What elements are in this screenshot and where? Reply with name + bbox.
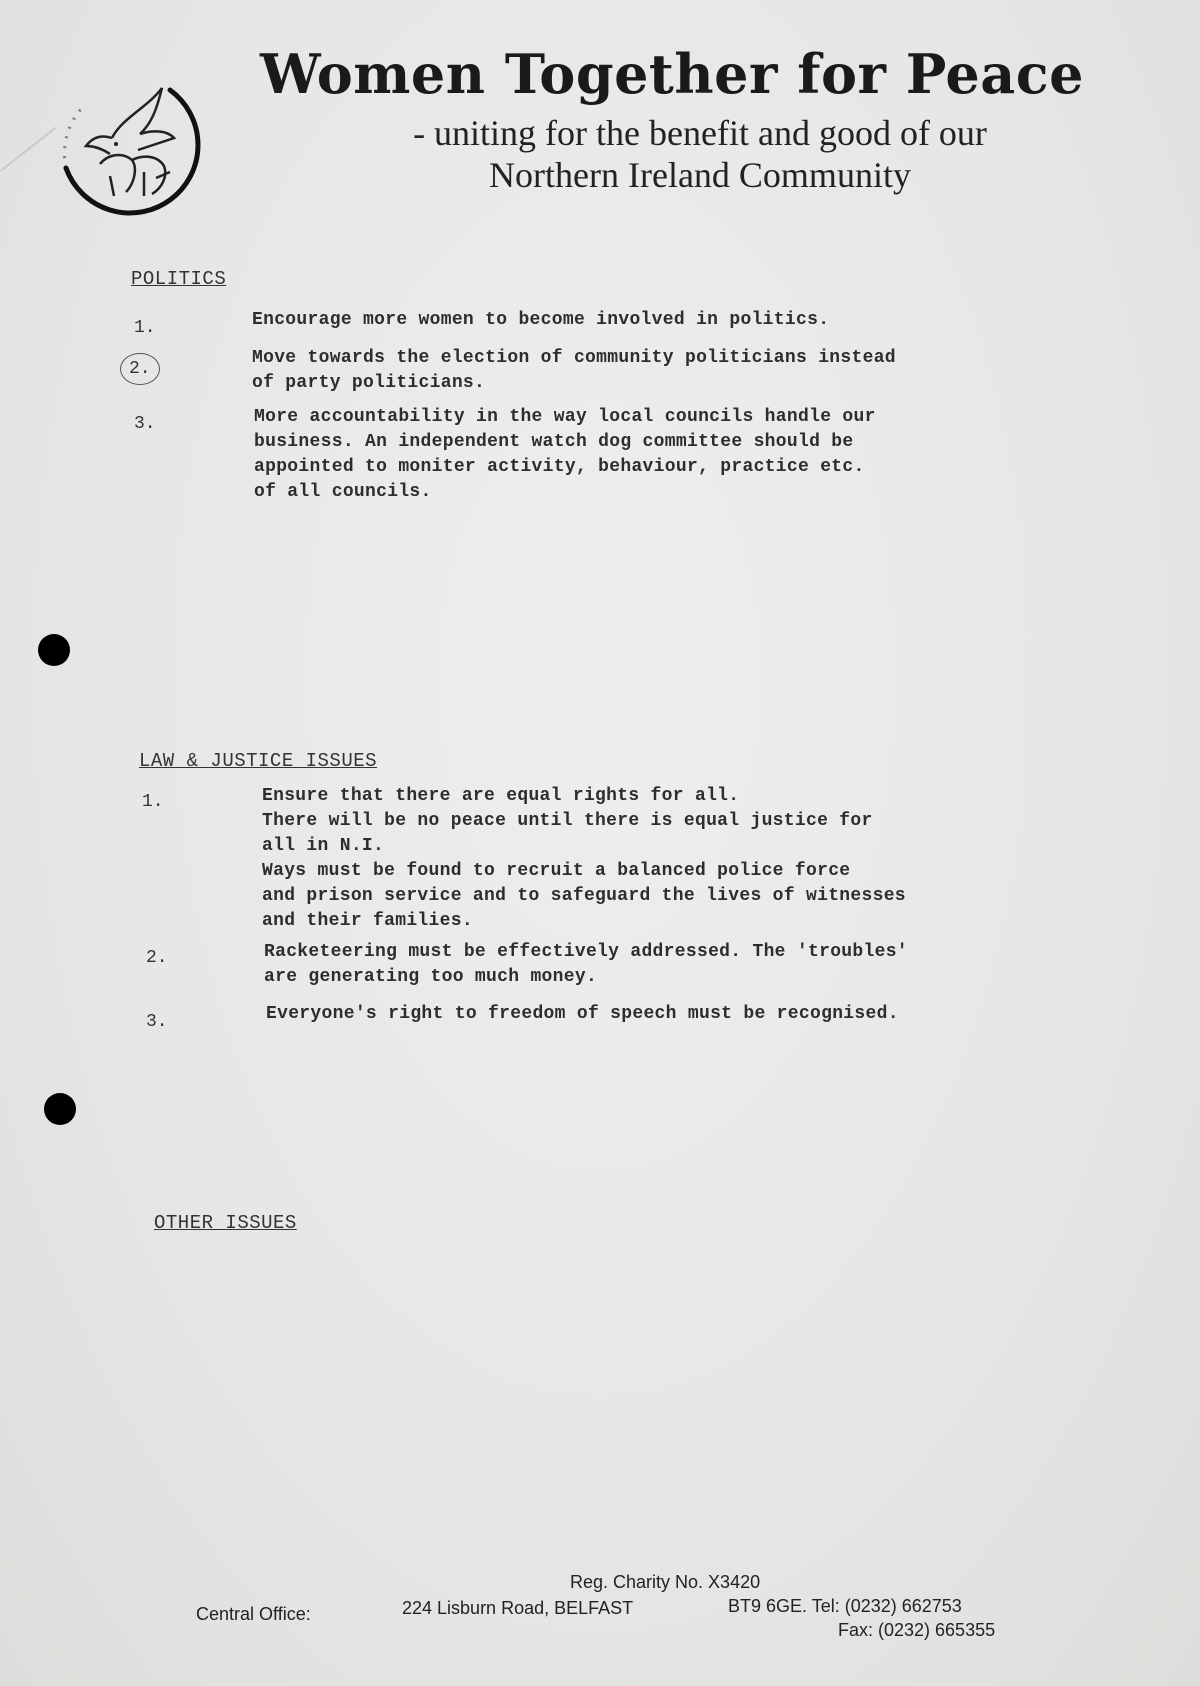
law-item-2-text: Racketeering must be effectively addressed. The 'troubles' are generating too much money. — [264, 942, 908, 987]
charity-number: Reg. Charity No. X3420 — [570, 1572, 761, 1592]
law-item-2-number: 2. — [146, 948, 168, 968]
politics-item-2-number-circled: 2. — [120, 353, 160, 385]
politics-item-2-text: Move towards the election of community politicians instead of party politicians. — [252, 348, 896, 393]
central-office-label: Central Office: — [196, 1604, 311, 1624]
law-item-1-number: 1. — [142, 792, 164, 812]
law-justice-heading: LAW & JUSTICE ISSUES — [139, 750, 378, 772]
subtitle-line-1: - uniting for the benefit and good of our — [413, 113, 987, 153]
postcode-telephone: BT9 6GE. Tel: (0232) 662753 — [728, 1596, 962, 1616]
office-address: 224 Lisburn Road, BELFAST — [402, 1598, 634, 1618]
politics-item-3-text: More accountability in the way local councils handle our business. An independent watch dog committee should be appointed to moniter activity, behaviour, practice etc. of all councils. — [254, 407, 876, 502]
law-item-1-text: Ensure that there are equal rights for all. There will be no peace until there is equal justice for all in N.I. Ways must be found to recruit a balanced police force and prison service and to safeguard the lives of witnesses and their families. — [262, 786, 906, 931]
other-issues-heading: OTHER ISSUES — [154, 1212, 297, 1234]
fax-number: Fax: (0232) 665355 — [838, 1620, 996, 1640]
subtitle-line-2: Northern Ireland Community — [489, 155, 911, 195]
law-item-3-text: Everyone's right to freedom of speech must be recognised. — [266, 1004, 899, 1024]
letterhead-title: Women Together for Peace — [260, 42, 1084, 106]
paper-fold-crease — [0, 127, 56, 172]
politics-item-3-number: 3. — [134, 414, 156, 434]
politics-heading: POLITICS — [131, 268, 227, 290]
law-item-3-number: 3. — [146, 1012, 168, 1032]
dove-logo-icon — [52, 68, 212, 228]
punch-hole-bottom — [44, 1093, 76, 1125]
letterhead-subtitle — [300, 112, 1100, 196]
politics-item-1-number: 1. — [134, 318, 156, 338]
punch-hole-top — [38, 634, 70, 666]
politics-item-1-text: Encourage more women to become involved in politics. — [252, 310, 830, 330]
